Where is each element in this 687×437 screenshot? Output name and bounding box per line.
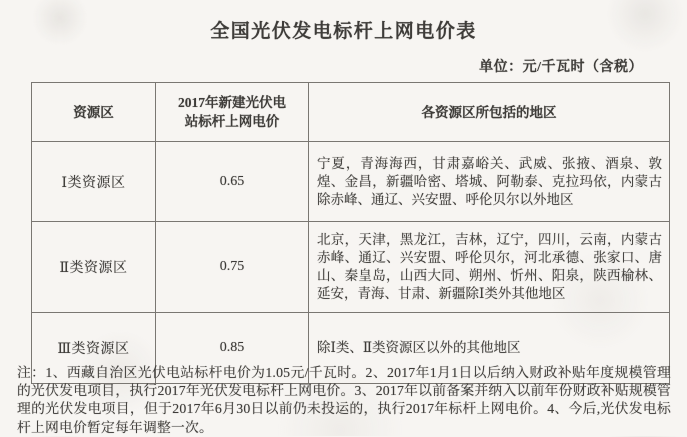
header-price: 2017年新建光伏电站标杆上网电价 [156, 83, 309, 142]
zone-cell: Ⅲ类资源区 [32, 313, 156, 384]
price-cell: 0.65 [156, 142, 309, 222]
page-title: 全国光伏发电标杆上网电价表 [210, 21, 477, 42]
header-regions: 各资源区所包括的地区 [309, 83, 670, 142]
table-header-row [32, 83, 670, 142]
regions-cell: 北京，天津，黑龙江，吉林，辽宁，四川，云南，内蒙古赤峰、通辽、兴安盟、呼伦贝尔，河北承德、张家口、唐山、秦皇岛，山西大同、朔州、忻州、阳泉，陕西榆林、延安，青海、甘肃、新疆除Ⅰ类外其他地区 [309, 222, 670, 313]
price-table [31, 82, 670, 384]
zone-cell: Ⅰ类资源区 [32, 142, 156, 222]
table-row-zone-1 [32, 142, 670, 222]
footnotes-text: 注：1、西藏自治区光伏电站标杆电价为1.05元/千瓦时。2、2017年1月1日以后纳入财政补贴年度规模管理的光伏发电项目，执行2017年光伏发电标杆上网电价。3、2017年以前备案并纳入以前年份财政补贴规模管理的光伏发电项目，但于2017年6月30日以前仍未投运的，执行2017年标杆上网电价。4、今后,光伏发电标杆上网电价暂定每年调整一次。 [17, 365, 671, 435]
zone-cell: Ⅱ类资源区 [32, 222, 156, 313]
price-cell: 0.75 [156, 222, 309, 313]
regions-cell: 宁夏，青海海西，甘肃嘉峪关、武威、张掖、酒泉、敦煌、金昌，新疆哈密、塔城、阿勒泰、克拉玛依，内蒙古除赤峰、通辽、兴安盟、呼伦贝尔以外地区 [309, 142, 670, 222]
unit-label: 单位：元/千瓦时（含税） [479, 60, 643, 75]
table-row-zone-2 [32, 222, 670, 313]
price-cell: 0.85 [156, 313, 309, 384]
regions-cell: 除Ⅰ类、Ⅱ类资源区以外的其他地区 [309, 313, 670, 384]
header-zone: 资源区 [32, 83, 156, 142]
